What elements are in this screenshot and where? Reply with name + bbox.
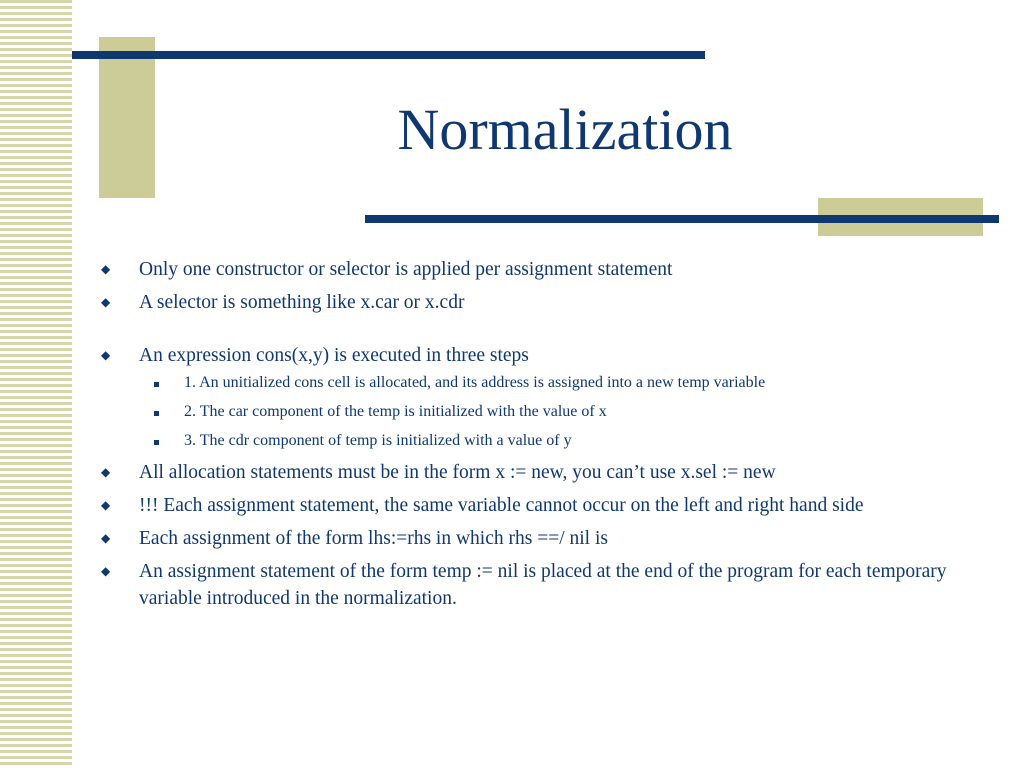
bullet-text: !!! Each assignment statement, the same variable cannot occur on the left and right hand side	[139, 495, 864, 516]
sub-bullet-list	[139, 371, 980, 453]
sub-bullet-item	[139, 371, 980, 395]
diamond-bullet-icon: ◆	[101, 348, 111, 362]
square-bullet-icon	[154, 440, 159, 445]
sub-bullet-text: 2. The car component of the temp is initialized with the value of x	[184, 403, 607, 420]
bullet-text: A selector is something like x.car or x.cdr	[139, 292, 465, 313]
slide-title: Normalization	[397, 97, 733, 162]
diamond-bullet-icon: ◆	[101, 564, 111, 578]
striped-sidebar-decoration	[0, 0, 72, 768]
bullet-list	[100, 256, 980, 618]
bullet-text: Each assignment of the form lhs:=rhs in which rhs ==/ nil is	[139, 528, 608, 549]
diamond-bullet-icon: ◆	[101, 498, 111, 512]
bullet-item	[100, 525, 980, 552]
square-bullet-icon	[154, 382, 159, 387]
bullet-text: An expression cons(x,y) is executed in three steps	[139, 345, 529, 366]
bullet-text: All allocation statements must be in the form x := new, you can’t use x.sel := new	[139, 462, 776, 483]
sub-bullet-item	[139, 400, 980, 424]
diamond-bullet-icon: ◆	[101, 531, 111, 545]
diamond-bullet-icon: ◆	[101, 262, 111, 276]
tan-block-decoration-left	[99, 37, 155, 198]
square-bullet-icon	[154, 411, 159, 416]
bullet-item	[100, 459, 980, 486]
diamond-bullet-icon: ◆	[101, 465, 111, 479]
bottom-rule-line	[365, 215, 999, 223]
bullet-item	[100, 492, 980, 519]
sub-bullet-item	[139, 429, 980, 453]
bullet-item	[100, 256, 980, 283]
bullet-text: Only one constructor or selector is applied per assignment statement	[139, 259, 673, 280]
bullet-text: An assignment statement of the form temp := nil is placed at the end of the program for each temporary variable introduced in the normalization.	[139, 561, 947, 609]
bullet-item	[100, 289, 980, 316]
sub-bullet-text: 3. The cdr component of temp is initialized with a value of y	[184, 432, 572, 449]
bullet-item	[100, 558, 980, 612]
diamond-bullet-icon: ◆	[101, 295, 111, 309]
top-rule-line	[72, 51, 705, 59]
sub-bullet-text: 1. An unitialized cons cell is allocated, and its address is assigned into a new temp variable	[184, 374, 766, 391]
bullet-item	[100, 342, 980, 453]
